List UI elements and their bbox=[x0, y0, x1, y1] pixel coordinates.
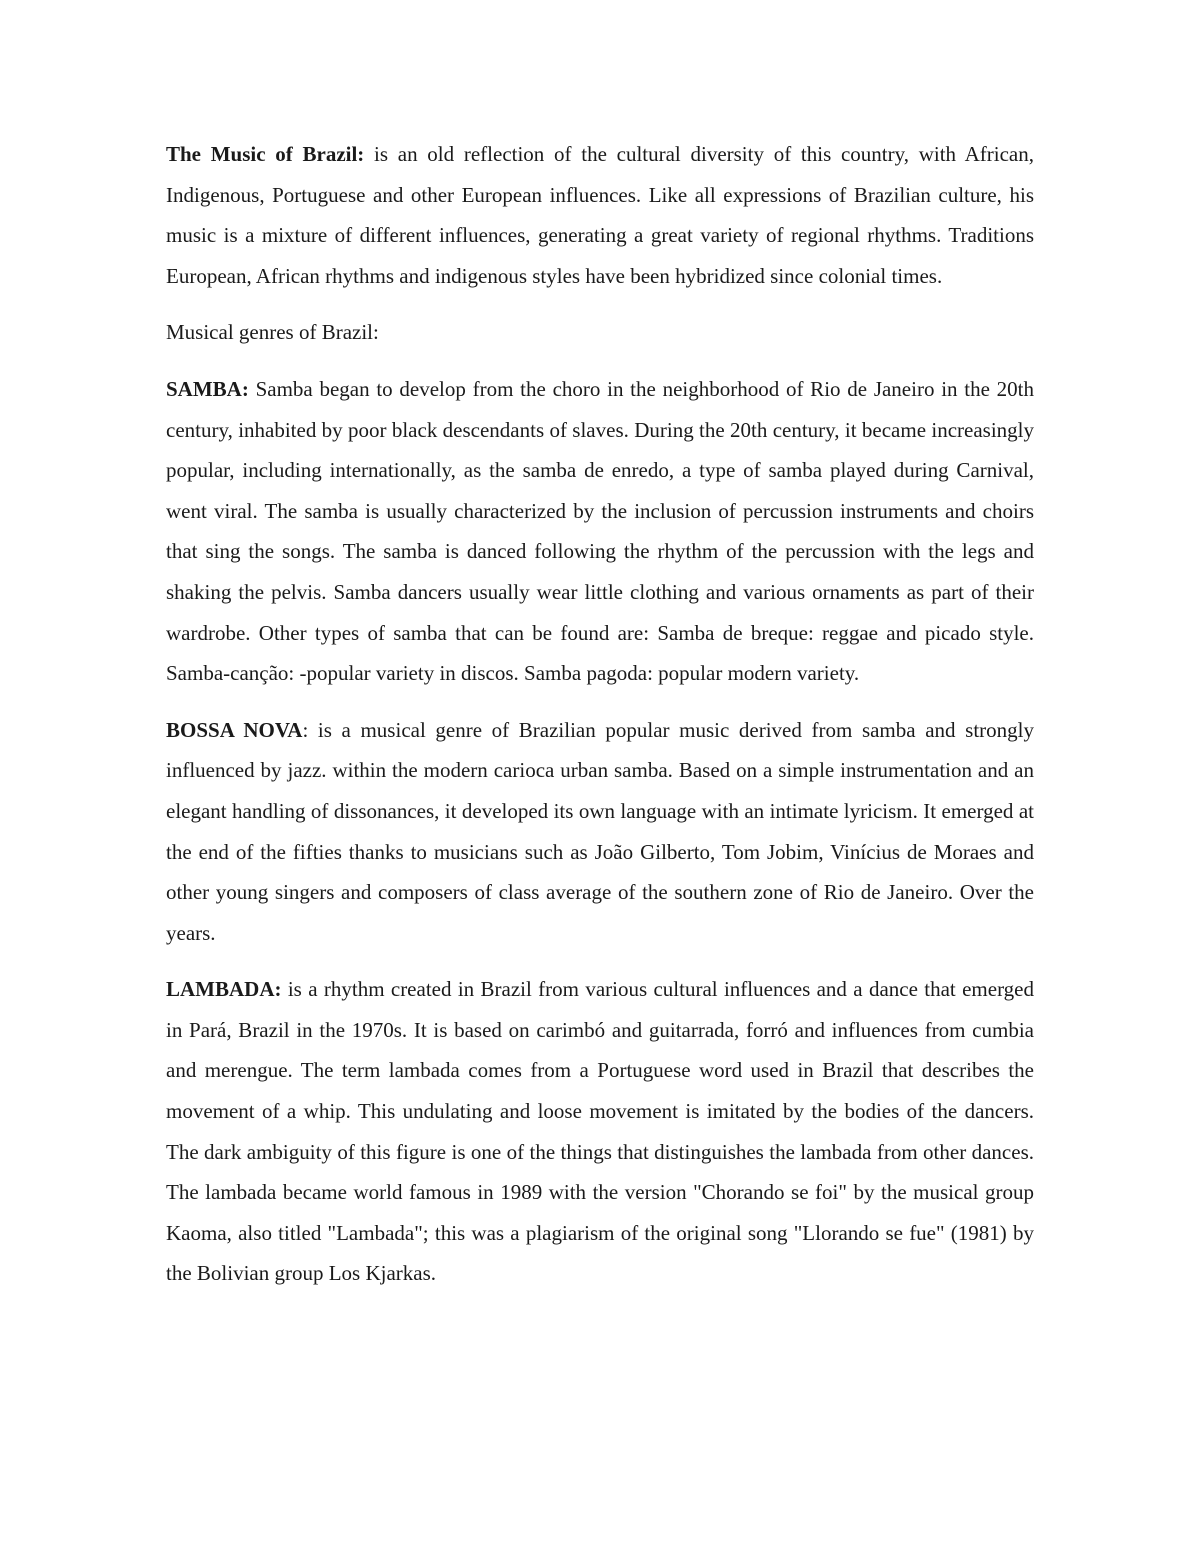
intro-paragraph bbox=[166, 134, 1034, 296]
samba-heading: SAMBA: bbox=[166, 376, 249, 401]
intro-heading: The Music of Brazil: bbox=[166, 142, 365, 166]
lambada-text: is a rhythm created in Brazil from various cultural influences and a dance that emerged in Pará, Brazil in the 1970s. It is based on carimbó and guitarrada, forró and influences from cumbia and merengue. The term lambada comes from a Portuguese word used in Brazil that describes the movement of a whip. This undulating and loose movement is imitated by the bodies of the dancers. The dark ambiguity of this figure is one of the things that distinguishes the lambada from other dances. The lambada became world famous in 1989 with the version "Chorando se foi" by the musical group Kaoma, also titled "Lambada"; this was a plagiarism of the original song "Llorando se fue" (1981) by the Bolivian group Los Kjarkas. bbox=[166, 977, 1034, 1286]
document-body bbox=[166, 134, 1034, 1310]
bossa-nova-text: : is a musical genre of Brazilian popular music derived from samba and strongly influenced by jazz. within the modern carioca urban samba. Based on a simple instrumentation and an elegant handling of dissonances, it developed its own language with an intimate lyricism. It emerged at the end of the fifties thanks to musicians such as João Gilberto, Tom Jobim, Vinícius de Moraes and other young singers and composers of class average of the southern zone of Rio de Janeiro. Over the years. bbox=[166, 717, 1034, 945]
bossa-nova-heading: BOSSA NOVA bbox=[166, 717, 303, 742]
samba-paragraph bbox=[166, 369, 1034, 694]
lambada-paragraph bbox=[166, 969, 1034, 1294]
genres-title: Musical genres of Brazil: bbox=[166, 320, 379, 345]
bossa-nova-paragraph bbox=[166, 710, 1034, 954]
samba-text: Samba began to develop from the choro in the neighborhood of Rio de Janeiro in the 20th century, inhabited by poor black descendants of slaves. During the 20th century, it became increasingly popular, including internationally, as the samba de enredo, a type of samba played during Carnival, went viral. The samba is usually characterized by the inclusion of percussion instruments and choirs that sing the songs. The samba is danced following the rhythm of the percussion with the legs and shaking the pelvis. Samba dancers usually wear little clothing and various ornaments as part of their wardrobe. Other types of samba that can be found are: Samba de breque: reggae and picado style. Samba-canção: -popular variety in discos. Samba pagoda: popular modern variety. bbox=[166, 376, 1034, 686]
lambada-heading: LAMBADA: bbox=[166, 977, 282, 1002]
intro-text: is an old reflection of the cultural diversity of this country, with African, Indigenous, Portuguese and other European influences. Like all expressions of Brazilian culture, his music is a mixture of different influences, generating a great variety of regional rhythms. Traditions European, African rhythms and indigenous styles have been hybridized since colonial times. bbox=[166, 142, 1034, 288]
